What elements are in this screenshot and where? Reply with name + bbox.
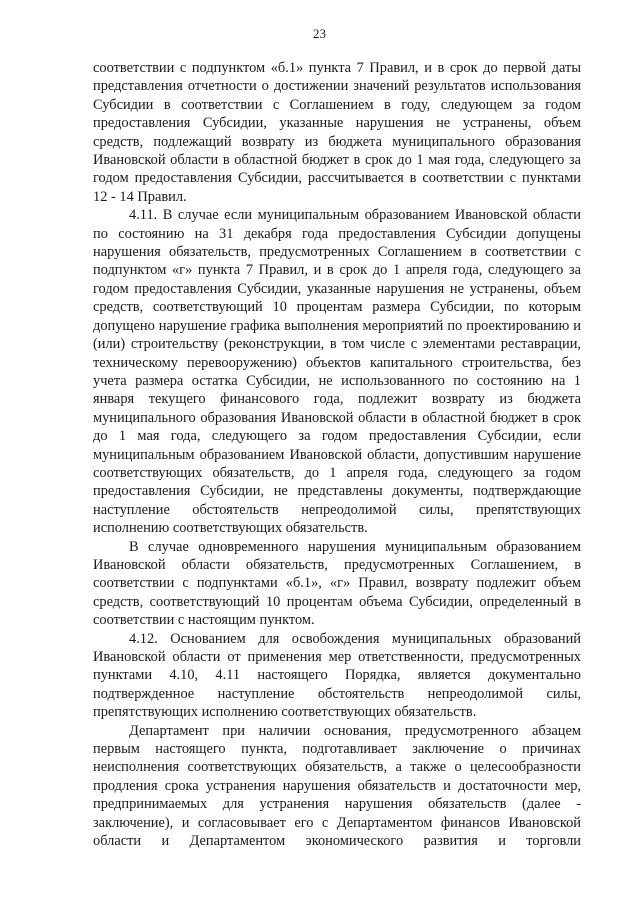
paragraph-simultaneous-violation: В случае одновременного нарушения муниципальным образованием Ивановской области обязательств, предусмотренных Соглашением, в соответствии с подпунктами «б.1», «г» Правил, возврату подлежит объем средств, соответствующий 10 процентам объема Субсидии, определенный в соответствии с настоящим пунктом.	[93, 538, 581, 629]
paragraph-4-12: 4.12. Основанием для освобождения муниципальных образований Ивановской области от применения мер ответственности, предусмотренных пунктами 4.10, 4.11 настоящего Порядка, является документально подтвержденное наступление обстоятельств непреодолимой силы, препятствующих исполнению соответствующих обязательств.	[93, 630, 581, 721]
paragraph-continuation: соответствии с подпунктом «б.1» пункта 7 Правил, и в срок до первой даты представления отчетности о достижении значений результатов использования Субсидии в соответствии с Соглашением в году, следующем за годом предоставления Субсидии, указанные нарушения не устранены, объем средств, подлежащий возврату из бюджета муниципального образования Ивановской области в областной бюджет в срок до 1 мая года, следующего за годом предоставления Субсидии, рассчитывается в соответствии с пунктами 12 - 14 Правил.	[93, 60, 581, 205]
paragraph-4-11: 4.11. В случае если муниципальным образованием Ивановской области по состоянию на 31 декабря года предоставления Субсидии допущены нарушения обязательств, предусмотренных Соглашением в соответствии с подпунктом «г» пункта 7 Правил, и в срок до 1 апреля года, следующего за годом предоставления Субсидии, указанные нарушения не устранены, объем средств, соответствующий 10 процентам размера Субсидии, по которым допущено нарушение графика выполнения мероприятий по проектированию и (или) строительству (реконструкции, в том числе с элементами реставрации, техническому перевооружению) объектов капитального строительства, без учета размера остатка Субсидии, не использованного по состоянию на 1 января текущего финансового года, подлежит возврату из бюджета муниципального образования Ивановской области в областной бюджет в срок до 1 мая года, следующего за годом предоставления Субсидии, если муниципальным образованием Ивановской области, допустившим нарушение соответствующих обязательств, до 1 апреля года, следующего за годом предоставления Субсидии, не представлены документы, подтверждающие наступление обстоятельств непреодолимой силы, препятствующих исполнению соответствующих обязательств.	[93, 207, 581, 537]
page-number: 23	[313, 26, 326, 41]
paragraph-department-conclusion: Департамент при наличии основания, предусмотренного абзацем первым настоящего пункта, подготавливает заключение о причинах неисполнения соответствующих обязательств, а также о целесообразности продления срока устранения нарушения обязательств и достаточности мер, предпринимаемых для устранения нарушения обязательств (далее - заключение), и согласовывает его с Департаментом финансов Ивановской области и Департаментом экономического развития и торговли	[93, 722, 581, 850]
document-body	[93, 59, 581, 850]
